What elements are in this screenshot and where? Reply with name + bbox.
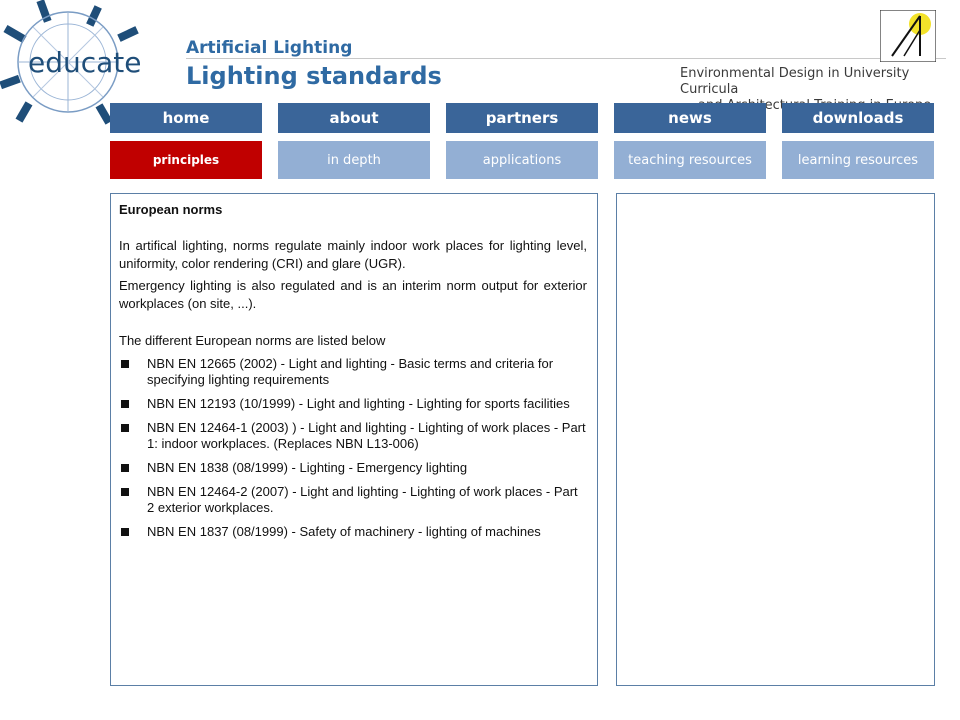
norm-text: NBN EN 1838 (08/1999) - Lighting - Emergency lighting	[147, 460, 468, 475]
norm-text: NBN EN 1837 (08/1999) - Safety of machinery - lighting of machines	[147, 524, 541, 539]
intro-paragraph: In artifical lighting, norms regulate mainly indoor work places for lighting level, uniformity, color rendering (CRI) and glare (UGR).	[119, 238, 587, 271]
list-item	[119, 356, 587, 388]
subnav-principles[interactable]: principles	[110, 141, 262, 179]
content-panel	[110, 193, 598, 686]
header	[0, 0, 960, 113]
list-item	[119, 420, 587, 452]
side-panel	[616, 193, 935, 686]
section-title: European norms	[119, 202, 223, 217]
subnav-in-depth[interactable]: in depth	[278, 141, 430, 179]
tagline-line-1: Environmental Design in University Curricula	[680, 66, 910, 97]
nav-downloads[interactable]: downloads	[782, 103, 934, 133]
subnav-teaching-resources[interactable]: teaching resources	[614, 141, 766, 179]
tagline-line-2: Architectural	[726, 98, 811, 113]
norm-text: NBN EN 12665 (2002) - Light and lighting - Basic terms and criteria for specifying lighting requirements	[147, 356, 554, 387]
norm-text: NBN EN 12464-2 (2007) - Light and lighting - Lighting of work places - Part 2 exterior workplaces.	[147, 484, 578, 515]
list-item	[119, 396, 587, 412]
nav-news[interactable]: news	[614, 103, 766, 133]
nav-partners[interactable]: partners	[446, 103, 598, 133]
emergency-paragraph: Emergency lighting is also regulated and is an interim norm output for exterior workplaces (on site, ...).	[119, 278, 587, 311]
norm-text: NBN EN 12464-1 (2003) ) - Light and lighting - Lighting of work places - Part 1: indoor workplaces. (Replaces NBN L13-006)	[147, 420, 586, 451]
norms-list	[119, 356, 587, 540]
bullet-icon	[121, 424, 129, 432]
nav-about[interactable]: about	[278, 103, 430, 133]
list-item	[119, 484, 587, 516]
nav-home[interactable]: home	[110, 103, 262, 133]
breadcrumb[interactable]: Artificial Lighting	[186, 38, 353, 58]
subnav-learning-resources[interactable]: learning resources	[782, 141, 934, 179]
bullet-icon	[121, 400, 129, 408]
subnav-applications[interactable]: applications	[446, 141, 598, 179]
bullet-icon	[121, 360, 129, 368]
bullet-icon	[121, 528, 129, 536]
norm-text: NBN EN 12193 (10/1999) - Light and lighting - Lighting for sports facilities	[147, 396, 570, 411]
list-item	[119, 524, 587, 540]
bullet-icon	[121, 488, 129, 496]
page-title: Lighting standards	[186, 62, 442, 90]
logo-wordmark: educate	[28, 46, 142, 79]
list-item	[119, 460, 587, 476]
partner-logo	[880, 10, 936, 62]
header-divider	[186, 58, 946, 59]
bullet-icon	[121, 464, 129, 472]
list-intro: The different European norms are listed below	[119, 333, 386, 348]
